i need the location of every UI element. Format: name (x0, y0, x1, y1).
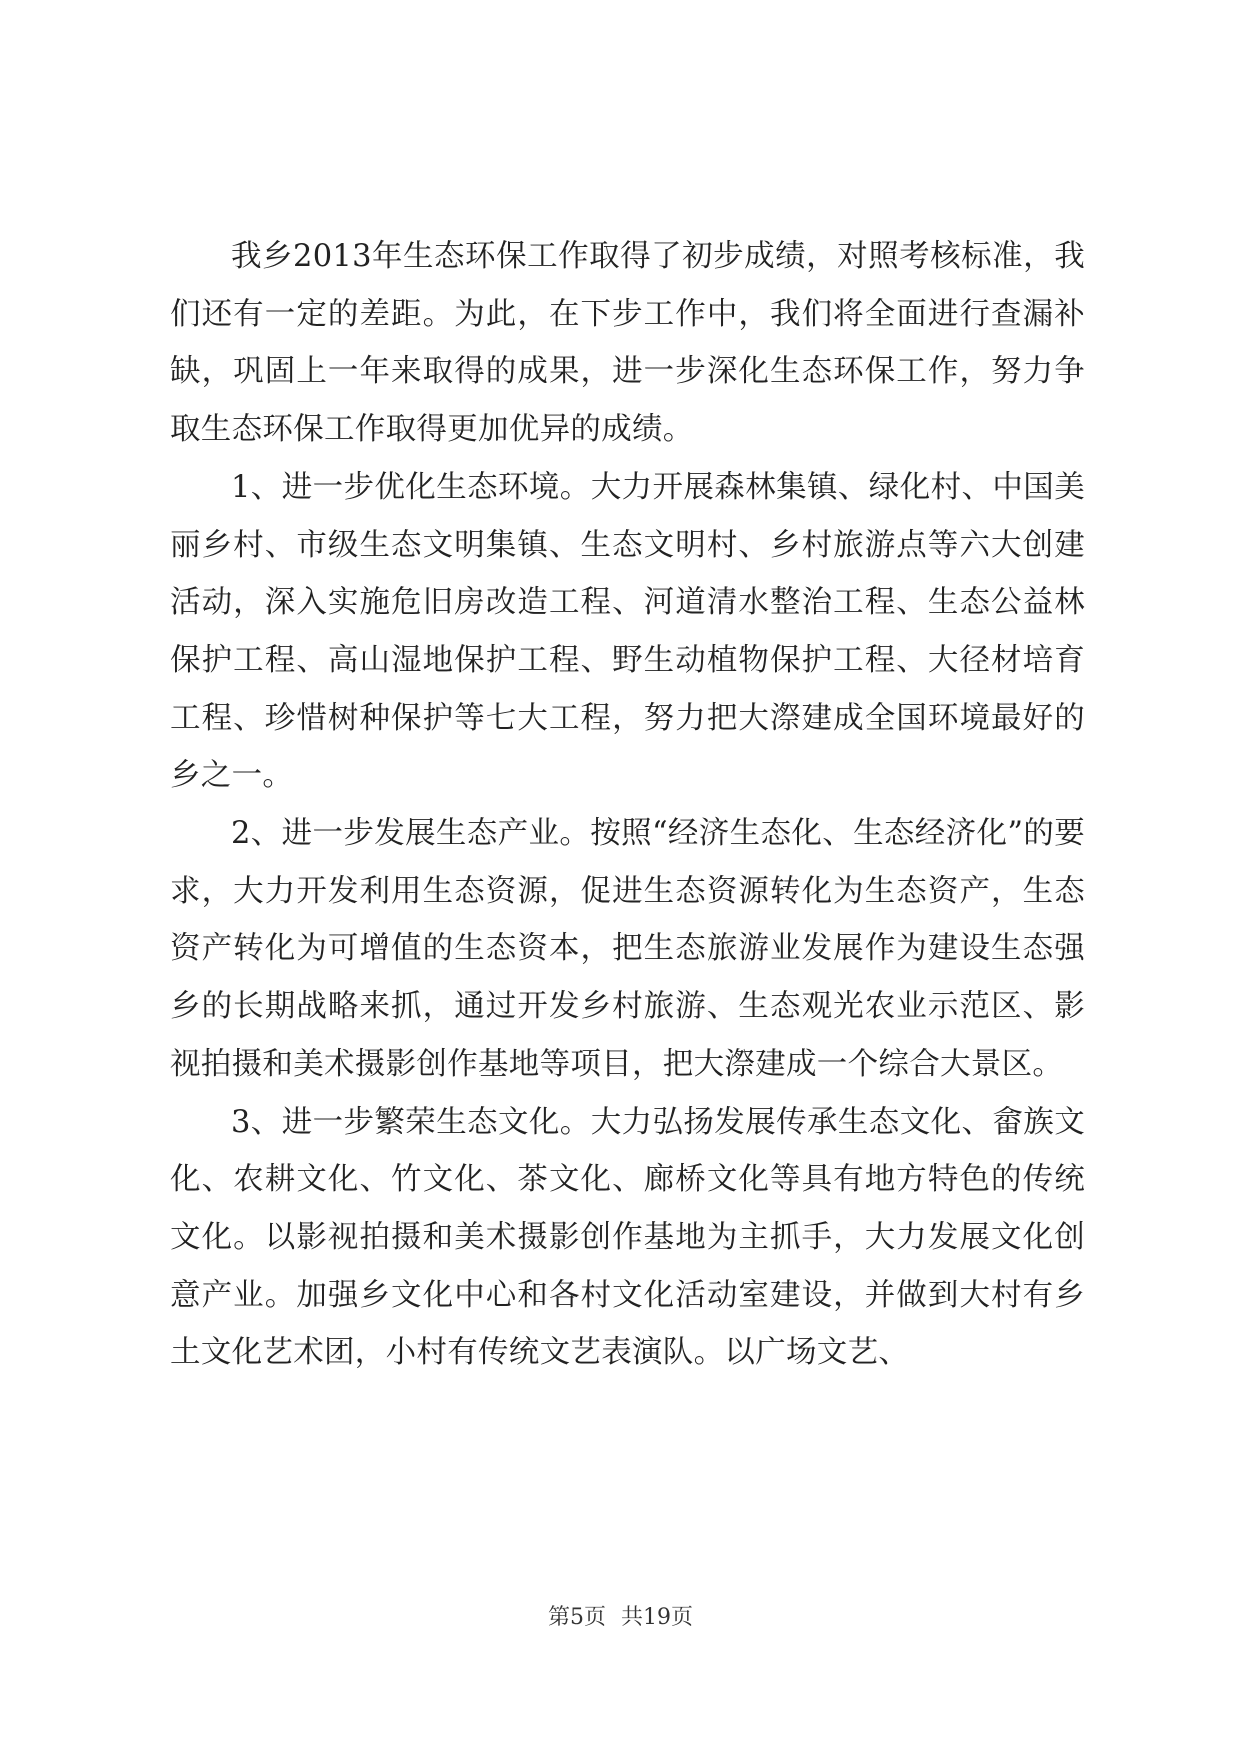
paragraph-intro: 我乡2013年生态环保工作取得了初步成绩，对照考核标准，我们还有一定的差距。为此，在下步工作中，我们将全面进行查漏补缺，巩固上一年来取得的成果，进一步深化生态环保工作，努力争取生态环保工作取得更加优异的成绩。 (170, 239, 1085, 448)
page-total: 共19页 (621, 1605, 693, 1630)
paragraph-ecological-environment: 1、进一步优化生态环境。大力开展森林集镇、绿化村、中国美丽乡村、市级生态文明集镇、生态文明村、乡村旅游点等六大创建活动，深入实施危旧房改造工程、河道清水整治工程、生态公益林保护工程、高山湿地保护工程、野生动植物保护工程、大径材培育工程、珍惜树种保护等七大工程，努力把大漈建成全国环境最好的乡之一。 (170, 469, 1085, 794)
document-body (170, 228, 1085, 1382)
paragraph-ecological-culture: 3、进一步繁荣生态文化。大力弘扬发展传承生态文化、畲族文化、农耕文化、竹文化、茶文化、廊桥文化等具有地方特色的传统文化。以影视拍摄和美术摄影创作基地为主抓手，大力发展文化创意产业。加强乡文化中心和各村文化活动室建设，并做到大村有乡土文化艺术团，小村有传统文艺表演队。以广场文艺、 (170, 1104, 1085, 1371)
paragraph-ecological-industry: 2、进一步发展生态产业。按照“经济生态化、生态经济化”的要求，大力开发利用生态资源，促进生态资源转化为生态资产，生态资产转化为可增值的生态资本，把生态旅游业发展作为建设生态强乡的长期战略来抓，通过开发乡村旅游、生态观光农业示范区、影视拍摄和美术摄影创作基地等项目，把大漈建成一个综合大景区。 (170, 816, 1085, 1082)
page-number: 第5页 (548, 1605, 606, 1630)
page-footer (0, 1600, 1241, 1631)
